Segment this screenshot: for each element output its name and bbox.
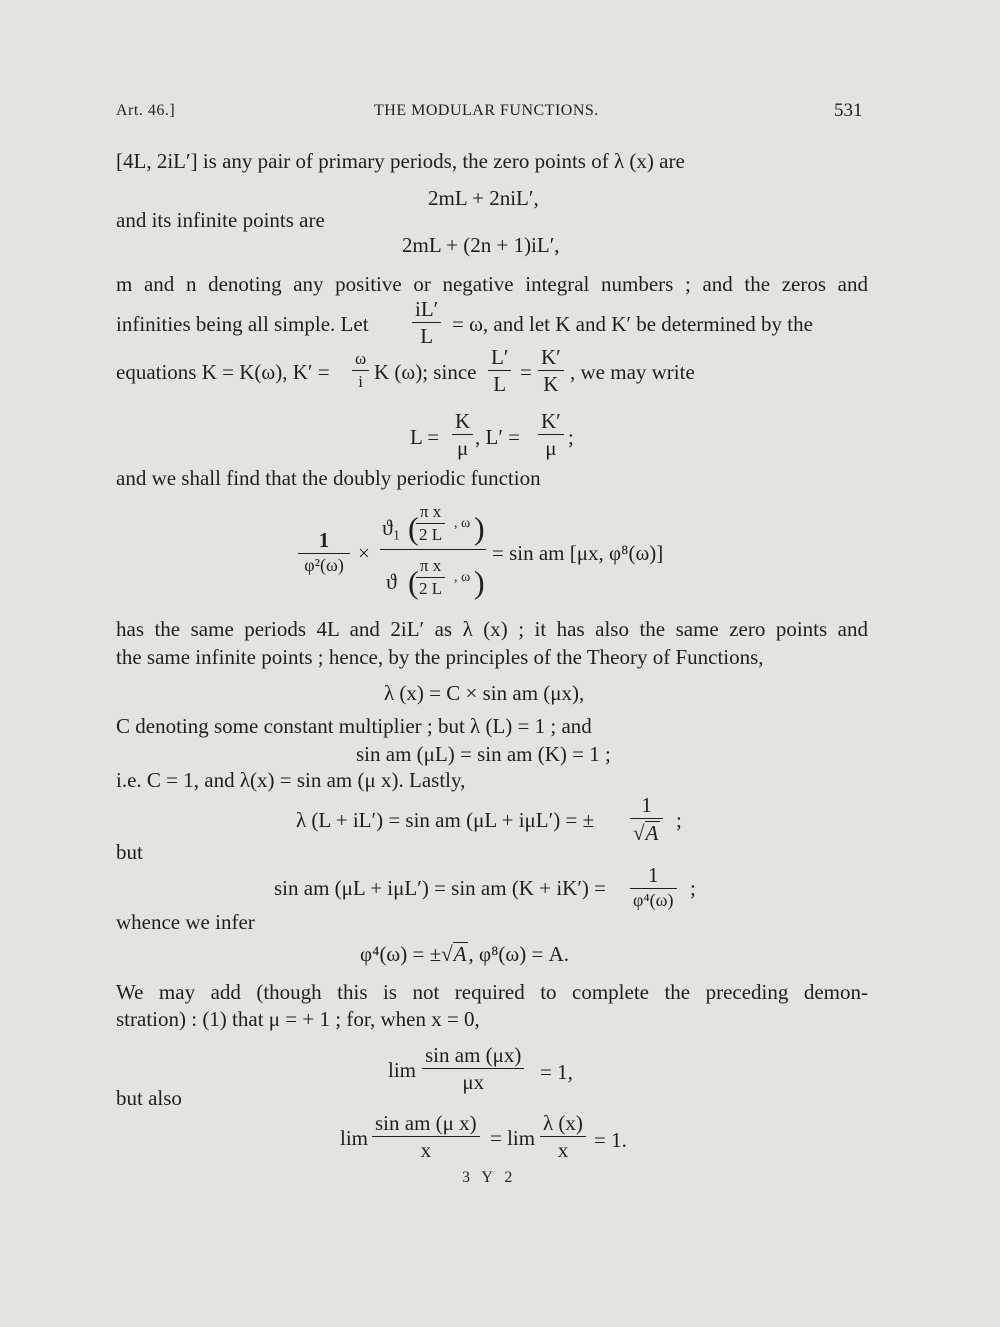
paren-right: ): [474, 564, 485, 600]
fraction-pi-x-over-2L: [416, 503, 445, 544]
fraction-bar: [380, 549, 486, 550]
fraction-numerator: K: [455, 409, 471, 433]
fraction-denominator: μ: [545, 436, 557, 461]
equation-phi4: φ⁴(ω) = ±√A, φ⁸(ω) = A.: [360, 942, 569, 966]
text-line: whence we infer: [116, 910, 255, 934]
fraction-K-over-mu: [452, 410, 473, 459]
fraction-denominator: φ²(ω): [304, 555, 344, 576]
paren-left: (: [408, 564, 419, 600]
radicand: A: [453, 942, 467, 966]
fraction-denominator: L: [420, 324, 434, 349]
equation-lambda-L-iL: λ (L + iL′) = sin am (μL + iμL′) = ±: [296, 808, 595, 832]
text-line: and we shall find that the doubly periodic function: [116, 466, 541, 490]
fraction-denominator: 2 L: [419, 524, 443, 544]
semicolon: ;: [690, 876, 696, 900]
paren-left: (: [408, 510, 419, 546]
fraction-numerator: ω: [355, 349, 367, 368]
fraction-numerator: iL′: [415, 297, 439, 321]
omega-arg: , ω: [454, 570, 471, 585]
fraction-numerator: λ (x): [543, 1111, 583, 1135]
fraction-denominator: √A: [633, 821, 659, 846]
text-line: but: [116, 840, 143, 864]
semicolon: ;: [568, 425, 574, 449]
text-line: C denoting some constant multiplier ; but λ (L) = 1 ; and: [116, 714, 592, 738]
fraction-numerator: K′: [541, 409, 561, 433]
text-line: m and n denoting any positive or negative integral numbers ; and the zeros and: [116, 272, 868, 296]
fraction-denominator: μ: [456, 436, 469, 461]
header-title: THE MODULAR FUNCTIONS.: [374, 102, 599, 119]
fraction-numerator: 1: [641, 793, 652, 817]
fraction-denominator: φ⁴(ω): [633, 890, 674, 911]
page-number: 531: [834, 100, 863, 121]
fraction-one-over-phi-squared: [298, 529, 350, 575]
lim-label: lim: [340, 1126, 369, 1150]
theta-quotient: [380, 503, 486, 603]
radicand: A: [645, 821, 659, 846]
equation-phi4-lhs: φ⁴(ω) = ±: [360, 942, 442, 966]
theta-one-symbol: ϑ₁: [382, 515, 401, 540]
fraction-denominator: L: [493, 372, 507, 397]
signature-mark: 3 Y 2: [462, 1169, 517, 1186]
equation-zero-points: 2mL + 2niL′,: [428, 186, 539, 210]
equals-lim: = lim: [490, 1126, 536, 1150]
fraction-denominator: x: [557, 1138, 569, 1163]
fraction-pi-x-over-2L: [416, 557, 445, 598]
equation-sin-am-K-iK: sin am (μL + iμL′) = sin am (K + iK′) =: [274, 876, 607, 900]
equation-sin-am-K: sin am (μL) = sin am (K) = 1 ;: [356, 742, 611, 766]
equation-equals-one: = 1.: [594, 1128, 627, 1152]
fraction-Lprime-over-L: [488, 346, 511, 395]
text-line: [4L, 2iL′] is any pair of primary periods, the zero points of λ (x) are: [116, 149, 685, 173]
equation-phi8: , φ⁸(ω) = A.: [468, 942, 569, 966]
lim-label: lim: [388, 1058, 417, 1082]
equation-sin-am: = sin am [μx, φ⁸(ω)]: [492, 541, 664, 565]
fraction-omega-over-i: [352, 350, 369, 391]
fraction-denominator: K: [543, 372, 559, 397]
fraction-numerator: sin am (μ x): [375, 1111, 477, 1135]
text-line: We may add (though this is not required to complete the preceding demon-: [116, 980, 868, 1004]
fraction-numerator: sin am (μx): [425, 1043, 522, 1067]
times-sign: ×: [358, 541, 370, 565]
fraction-numerator: π x: [419, 556, 442, 575]
fraction-omega-def: [412, 298, 441, 347]
theta-symbol: ϑ: [386, 569, 397, 594]
text-line: but also: [116, 1086, 182, 1110]
fraction-denominator: 2 L: [419, 578, 443, 598]
equation-equals-one: = 1,: [540, 1060, 573, 1084]
text-line: and its infinite points are: [116, 208, 325, 232]
fraction-Kprime-over-K: [538, 346, 564, 395]
text-line: , we may write: [570, 360, 695, 384]
equation-infinite-points: 2mL + (2n + 1)iL′,: [402, 233, 560, 257]
text-line: infinities being all simple. Let: [116, 312, 369, 336]
fraction-numerator: 1: [318, 528, 330, 552]
equation-Lprime: , L′ =: [475, 425, 521, 449]
text-line: has the same periods 4L and 2iL′ as λ (x) ; it has also the same zero points and: [116, 617, 868, 641]
fraction-numerator: L′: [491, 345, 509, 369]
text-line: K (ω); since: [374, 360, 477, 384]
fraction-sin-am-over-x: [372, 1112, 480, 1161]
text-line: i.e. C = 1, and λ(x) = sin am (μ x). Lastly,: [116, 768, 466, 792]
fraction-numerator: K′: [541, 345, 561, 369]
fraction-Kprime-over-mu: [538, 410, 564, 459]
fraction-lambda-over-x: [540, 1112, 586, 1161]
text-line: = ω, and let K and K′ be determined by the: [452, 312, 813, 336]
equation-L: L =: [410, 425, 440, 449]
header-article: Art. 46.]: [116, 102, 176, 119]
paren-right: ): [474, 510, 485, 546]
fraction-denominator: i: [358, 371, 363, 391]
equation-lambda: λ (x) = C × sin am (μx),: [384, 681, 585, 705]
equals-sign: =: [520, 360, 532, 384]
fraction-sin-am-over-mux: [422, 1044, 524, 1093]
fraction-denominator: x: [420, 1138, 432, 1163]
fraction-one-over-phi4: [630, 864, 677, 910]
semicolon: ;: [676, 808, 682, 832]
text-line: the same infinite points ; hence, by the principles of the Theory of Functions,: [116, 645, 764, 669]
fraction-one-over-sqrt-A: [630, 794, 663, 844]
fraction-numerator: 1: [648, 863, 659, 887]
fraction-numerator: π x: [419, 502, 442, 521]
text-line: stration) : (1) that μ = + 1 ; for, when x = 0,: [116, 1007, 480, 1031]
omega-arg: , ω: [454, 516, 471, 531]
fraction-denominator: μx: [462, 1070, 485, 1095]
text-line: equations K = K(ω), K′ =: [116, 360, 330, 384]
